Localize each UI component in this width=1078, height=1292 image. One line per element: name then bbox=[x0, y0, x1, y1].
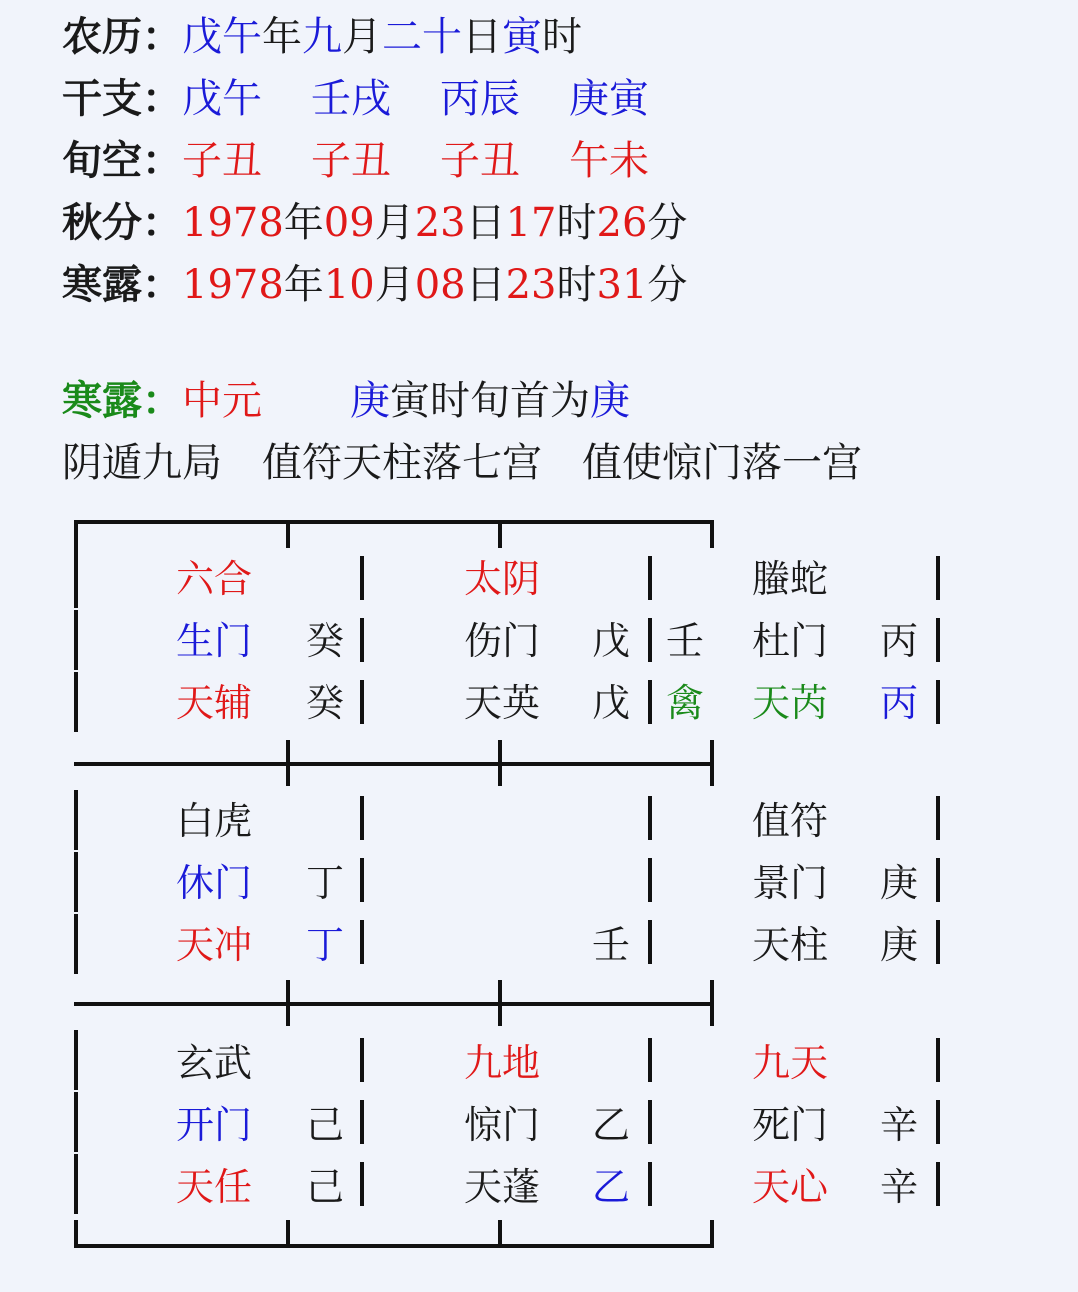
star-stem: 辛 bbox=[880, 1165, 919, 1209]
hanlu-part: 08 bbox=[414, 262, 466, 308]
ganzhi-pillar: 庚寅 bbox=[569, 76, 649, 122]
lunar-line bbox=[62, 12, 582, 62]
hanlu-part: 时 bbox=[556, 262, 597, 308]
xunkong-values bbox=[182, 138, 649, 184]
xunkong-pillar: 午未 bbox=[569, 138, 649, 184]
grid-separator bbox=[936, 858, 940, 902]
grid-border-left bbox=[74, 914, 78, 974]
xunkong-label: 旬空： bbox=[62, 138, 182, 184]
grid-hline bbox=[74, 520, 714, 524]
qiufen-part: 年 bbox=[283, 200, 324, 246]
qiufen-part: 17 bbox=[505, 200, 557, 246]
grid-border-left bbox=[74, 672, 78, 732]
xunshou-part: 庚 bbox=[590, 378, 630, 424]
qiufen-label: 秋分： bbox=[62, 200, 182, 246]
ganzhi-label: 干支： bbox=[62, 76, 182, 122]
grid-separator bbox=[936, 1162, 940, 1206]
grid-border-left bbox=[74, 610, 78, 670]
qiufen-time bbox=[182, 200, 687, 246]
door: 伤门 bbox=[464, 619, 541, 663]
hanlu-part: 月 bbox=[374, 262, 415, 308]
xunkong-pillar: 子丑 bbox=[311, 138, 391, 184]
grid-tick bbox=[498, 980, 502, 1026]
grid-tick bbox=[498, 740, 502, 786]
lunar-part: 戊午 bbox=[182, 14, 262, 60]
hanlu-time bbox=[182, 262, 687, 308]
grid-separator bbox=[648, 1162, 652, 1206]
door-stem: 乙 bbox=[592, 1103, 631, 1147]
jigong-star: 禽 bbox=[666, 681, 705, 725]
xunkong-line bbox=[62, 136, 649, 186]
grid-tick bbox=[286, 520, 290, 548]
summary-line bbox=[62, 438, 902, 488]
xunkong-pillar: 子丑 bbox=[182, 138, 262, 184]
grid-separator bbox=[648, 920, 652, 964]
door-stem: 癸 bbox=[306, 619, 345, 663]
hanlu-part: 分 bbox=[647, 262, 688, 308]
jigong-stem: 壬 bbox=[666, 619, 705, 663]
jieqi-line bbox=[62, 376, 630, 426]
grid-separator bbox=[936, 920, 940, 964]
grid-border-left bbox=[74, 1220, 78, 1248]
door-stem: 己 bbox=[306, 1103, 345, 1147]
qiufen-part: 23 bbox=[414, 200, 466, 246]
lunar-label: 农历： bbox=[62, 14, 182, 60]
zhifu-text: 值符天柱落七宫 bbox=[262, 440, 542, 486]
lunar-date bbox=[182, 14, 582, 60]
star-stem: 乙 bbox=[592, 1165, 631, 1209]
grid-separator bbox=[936, 680, 940, 724]
star: 天心 bbox=[752, 1165, 829, 1209]
grid-border-left bbox=[74, 1154, 78, 1214]
xunshou-part: 庚 bbox=[350, 378, 390, 424]
yuan-label: 中元 bbox=[182, 378, 262, 424]
star-stem: 戊 bbox=[592, 681, 631, 725]
deity: 九天 bbox=[752, 1041, 829, 1085]
deity: 六合 bbox=[176, 557, 253, 601]
lunar-part: 二十 bbox=[382, 14, 462, 60]
door-stem: 丙 bbox=[880, 619, 919, 663]
qiufen-part: 日 bbox=[465, 200, 506, 246]
door: 休门 bbox=[176, 861, 253, 905]
grid-separator bbox=[360, 556, 364, 600]
grid-separator bbox=[360, 796, 364, 840]
grid-separator bbox=[648, 618, 652, 662]
xunshou-text bbox=[350, 378, 630, 424]
lunar-part: 日 bbox=[462, 14, 502, 60]
lunar-part: 寅 bbox=[502, 14, 542, 60]
grid-separator bbox=[360, 680, 364, 724]
grid-separator bbox=[936, 1038, 940, 1082]
door-stem: 戊 bbox=[592, 619, 631, 663]
center-stem: 壬 bbox=[592, 923, 631, 967]
door-stem: 辛 bbox=[880, 1103, 919, 1147]
deity: 值符 bbox=[752, 799, 829, 843]
qiufen-line bbox=[62, 198, 687, 248]
deity: 白虎 bbox=[176, 799, 253, 843]
grid-separator bbox=[936, 556, 940, 600]
ganzhi-values bbox=[182, 76, 649, 122]
qiufen-part: 时 bbox=[556, 200, 597, 246]
grid-separator bbox=[648, 680, 652, 724]
door-stem: 丁 bbox=[306, 861, 345, 905]
door: 生门 bbox=[176, 619, 253, 663]
lunar-part: 时 bbox=[542, 14, 582, 60]
ganzhi-pillar: 壬戌 bbox=[311, 76, 391, 122]
door: 死门 bbox=[752, 1103, 829, 1147]
grid-tick bbox=[710, 1220, 714, 1246]
qiufen-part: 26 bbox=[596, 200, 648, 246]
hanlu-part: 23 bbox=[505, 262, 557, 308]
star: 天芮 bbox=[752, 681, 829, 725]
grid-separator bbox=[360, 858, 364, 902]
grid-separator bbox=[360, 618, 364, 662]
grid-separator bbox=[360, 1100, 364, 1144]
ganzhi-pillar: 戊午 bbox=[182, 76, 262, 122]
deity: 螣蛇 bbox=[752, 557, 829, 601]
grid-border-left bbox=[74, 790, 78, 850]
door: 开门 bbox=[176, 1103, 253, 1147]
hanlu-part: 日 bbox=[465, 262, 506, 308]
grid-tick bbox=[286, 740, 290, 786]
qiufen-part: 月 bbox=[374, 200, 415, 246]
grid-separator bbox=[936, 618, 940, 662]
star: 天蓬 bbox=[464, 1165, 541, 1209]
grid-tick bbox=[498, 520, 502, 548]
star-stem: 丁 bbox=[306, 923, 345, 967]
grid-separator bbox=[648, 1038, 652, 1082]
deity: 玄武 bbox=[176, 1041, 253, 1085]
hanlu-part: 10 bbox=[323, 262, 375, 308]
star: 天辅 bbox=[176, 681, 253, 725]
grid-separator bbox=[936, 796, 940, 840]
grid-tick bbox=[498, 1220, 502, 1246]
deity: 太阴 bbox=[464, 557, 541, 601]
star-stem: 癸 bbox=[306, 681, 345, 725]
ganzhi-pillar: 丙辰 bbox=[440, 76, 520, 122]
zhishi-text: 值使惊门落一宫 bbox=[582, 440, 862, 486]
ju-text: 阴遁九局 bbox=[62, 440, 222, 486]
star-stem: 丙 bbox=[880, 681, 919, 725]
star-stem: 己 bbox=[306, 1165, 345, 1209]
door: 惊门 bbox=[464, 1103, 541, 1147]
grid-hline bbox=[74, 762, 714, 766]
grid-separator bbox=[648, 1100, 652, 1144]
qiufen-part: 1978 bbox=[182, 200, 284, 246]
door: 景门 bbox=[752, 861, 829, 905]
grid-tick bbox=[286, 980, 290, 1026]
door-stem: 庚 bbox=[880, 861, 919, 905]
xunkong-pillar: 子丑 bbox=[440, 138, 520, 184]
lunar-part: 九 bbox=[302, 14, 342, 60]
qiufen-part: 09 bbox=[323, 200, 375, 246]
grid-separator bbox=[648, 858, 652, 902]
grid-hline bbox=[74, 1002, 714, 1006]
star: 天冲 bbox=[176, 923, 253, 967]
qiufen-part: 分 bbox=[647, 200, 688, 246]
grid-border-left bbox=[74, 548, 78, 608]
star-stem: 庚 bbox=[880, 923, 919, 967]
grid-separator bbox=[360, 920, 364, 964]
grid-separator bbox=[648, 556, 652, 600]
grid-border-left bbox=[74, 1092, 78, 1152]
grid-border-left bbox=[74, 520, 78, 550]
deity: 九地 bbox=[464, 1041, 541, 1085]
ganzhi-line bbox=[62, 74, 649, 124]
grid-tick bbox=[710, 980, 714, 1026]
hanlu-line bbox=[62, 260, 687, 310]
grid-hline bbox=[74, 1244, 714, 1248]
grid-separator bbox=[360, 1038, 364, 1082]
star: 天英 bbox=[464, 681, 541, 725]
grid-border-left bbox=[74, 852, 78, 912]
grid-separator bbox=[648, 796, 652, 840]
hanlu-part: 1978 bbox=[182, 262, 284, 308]
lunar-part: 月 bbox=[342, 14, 382, 60]
hanlu-part: 31 bbox=[596, 262, 648, 308]
grid-tick bbox=[710, 740, 714, 786]
star: 天柱 bbox=[752, 923, 829, 967]
grid-separator bbox=[936, 1100, 940, 1144]
xunshou-part: 寅时旬首为 bbox=[390, 378, 590, 424]
door: 杜门 bbox=[752, 619, 829, 663]
hanlu-label: 寒露： bbox=[62, 262, 182, 308]
hanlu-part: 年 bbox=[283, 262, 324, 308]
lunar-part: 年 bbox=[262, 14, 302, 60]
grid-tick bbox=[286, 1220, 290, 1246]
grid-tick bbox=[710, 520, 714, 548]
star: 天任 bbox=[176, 1165, 253, 1209]
grid-separator bbox=[360, 1162, 364, 1206]
jieqi-label: 寒露： bbox=[62, 378, 182, 424]
grid-border-left bbox=[74, 1030, 78, 1090]
